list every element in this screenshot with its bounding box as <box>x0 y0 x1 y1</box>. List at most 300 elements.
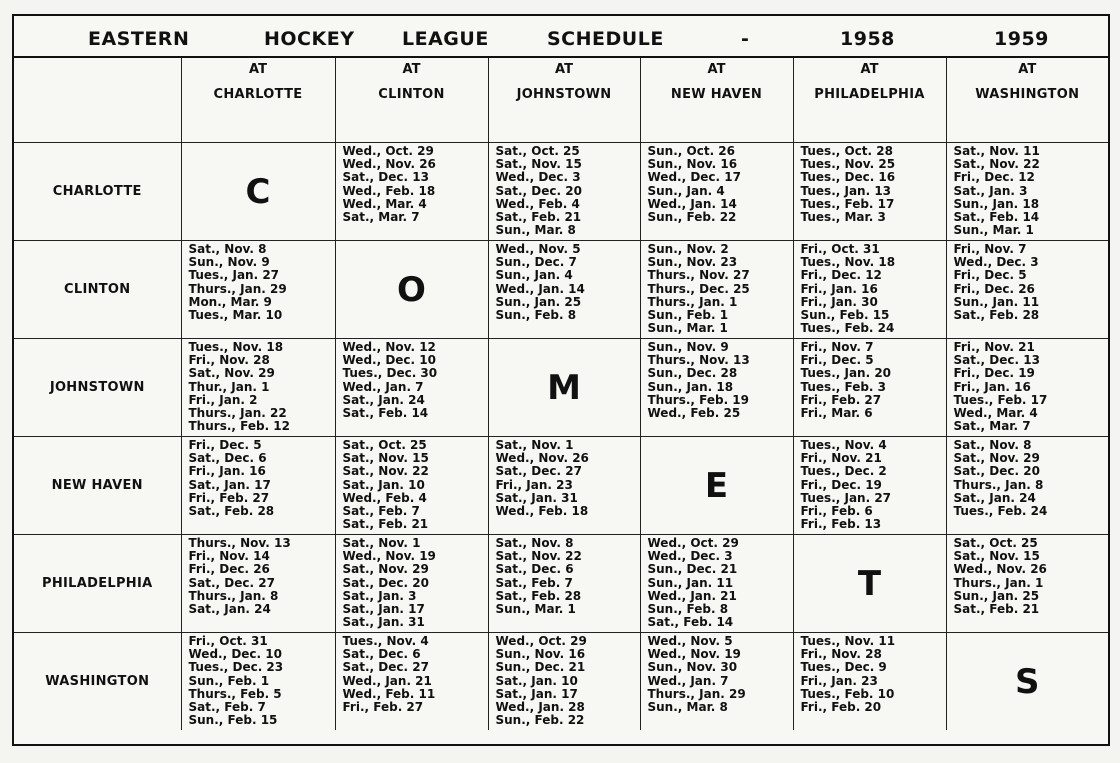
game-dates-cell <box>793 143 946 241</box>
game-dates-list <box>489 535 640 616</box>
game-date: Sat., Jan. 17 <box>188 477 271 492</box>
game-date: Sat., Nov. 15 <box>342 451 429 466</box>
game-date: Sat., Jan. 24 <box>953 490 1036 505</box>
game-dates-list <box>641 241 793 335</box>
game-date: Sun., Mar. 1 <box>495 602 576 617</box>
game-date: Sun., Jan. 18 <box>647 379 734 394</box>
game-date: Sat., Feb. 21 <box>953 602 1040 617</box>
game-date: Sat., Feb. 7 <box>188 700 266 715</box>
game-date: Tues., Feb. 10 <box>800 686 895 701</box>
game-dates-cell <box>793 633 946 731</box>
game-date: Wed., Feb. 11 <box>342 686 436 701</box>
column-header-at: AT <box>860 62 879 77</box>
game-date: Fri., Dec. 26 <box>188 562 270 577</box>
game-dates-list <box>641 339 793 420</box>
game-date: Wed., Nov. 5 <box>495 242 581 256</box>
game-dates-cell <box>946 535 1108 633</box>
game-date: Wed., Jan. 14 <box>647 196 737 211</box>
game-dates-cell <box>640 633 793 731</box>
team-row <box>14 241 1108 339</box>
column-header <box>488 58 640 143</box>
game-date: Wed., Dec. 10 <box>342 353 436 368</box>
game-dates-cell <box>488 437 640 535</box>
game-date: Sat., Oct. 25 <box>342 438 427 452</box>
game-dates-list <box>489 241 640 322</box>
game-date: Sat., Dec. 13 <box>953 353 1040 368</box>
column-header-at: AT <box>707 62 726 77</box>
game-date: Wed., Feb. 18 <box>342 183 436 198</box>
game-date: Fri., Dec. 12 <box>953 170 1035 185</box>
game-date: Sat., Dec. 6 <box>342 647 421 662</box>
column-header-name: PHILADELPHIA <box>814 87 925 102</box>
game-dates-cell <box>488 633 640 731</box>
game-date: Sun., Nov. 23 <box>647 255 738 270</box>
game-date: Sat., Nov. 29 <box>188 366 275 381</box>
game-date: Sun., Mar. 1 <box>953 223 1034 238</box>
game-date: Thurs., Jan. 29 <box>647 686 746 701</box>
game-date: Sat., Nov. 22 <box>342 464 429 479</box>
game-date: Tues., Jan. 20 <box>800 366 892 381</box>
game-dates-cell <box>793 339 946 437</box>
game-dates-list <box>182 437 335 518</box>
game-date: Sun., Nov. 9 <box>647 340 729 354</box>
game-dates-list <box>336 535 488 629</box>
game-date: Tues., Jan. 13 <box>800 183 892 198</box>
game-date: Tues., Feb. 17 <box>800 196 895 211</box>
game-date: Wed., Jan. 7 <box>342 379 424 394</box>
column-header <box>793 58 946 143</box>
game-date: Mon., Mar. 9 <box>188 294 272 309</box>
game-date: Sat., Nov. 29 <box>953 451 1040 466</box>
column-header-name: CLINTON <box>378 87 445 102</box>
game-date: Thurs., Jan. 22 <box>188 406 287 421</box>
row-team-label: JOHNSTOWN <box>14 339 181 437</box>
game-date: Tues., Feb. 17 <box>953 392 1048 407</box>
game-date: Sat., Mar. 7 <box>953 419 1031 434</box>
game-date: Tues., Feb. 24 <box>953 504 1048 519</box>
title-word-year-1958: 1958 <box>840 28 895 50</box>
game-date: Sat., Dec. 27 <box>342 660 429 675</box>
game-date: Fri., Feb. 20 <box>800 700 882 715</box>
game-date: Sun., Mar. 8 <box>647 700 728 715</box>
game-date: Tues., Jan. 27 <box>188 268 280 283</box>
game-date: Fri., Nov. 7 <box>953 242 1027 256</box>
game-dates-cell <box>793 241 946 339</box>
game-dates-list <box>947 339 1109 433</box>
game-date: Sat., Jan. 3 <box>953 183 1028 198</box>
row-team-label: CHARLOTTE <box>14 143 181 241</box>
game-date: Fri., Feb. 6 <box>800 504 873 519</box>
game-dates-cell <box>640 143 793 241</box>
game-dates-cell <box>793 437 946 535</box>
game-date: Sat., Dec. 6 <box>188 451 267 466</box>
game-dates-cell <box>640 241 793 339</box>
game-dates-cell <box>181 535 335 633</box>
game-date: Wed., Jan. 7 <box>647 673 729 688</box>
game-date: Fri., Dec. 19 <box>800 477 882 492</box>
game-dates-cell <box>335 339 488 437</box>
title-word-dash: - <box>741 28 750 50</box>
game-date: Sun., Nov. 2 <box>647 242 729 256</box>
game-date: Wed., Nov. 12 <box>342 340 436 354</box>
game-date: Sun., Dec. 7 <box>495 255 577 270</box>
game-date: Sun., Jan. 4 <box>495 268 573 283</box>
game-date: Fri., Nov. 21 <box>800 451 882 466</box>
game-date: Tues., Jan. 27 <box>800 490 892 505</box>
game-date: Tues., Feb. 3 <box>800 379 887 394</box>
game-date: Thurs., Jan. 29 <box>188 281 287 296</box>
game-dates-list <box>182 241 335 322</box>
game-date: Fri., Dec. 12 <box>800 268 882 283</box>
game-date: Sun., Mar. 8 <box>495 223 576 238</box>
game-date: Sun., Nov. 16 <box>647 157 738 172</box>
team-row <box>14 535 1108 633</box>
game-date: Thurs., Nov. 27 <box>647 268 750 283</box>
game-date: Tues., Nov. 4 <box>800 438 887 452</box>
game-dates-cell <box>640 535 793 633</box>
column-header <box>946 58 1108 143</box>
game-date: Sat., Jan. 24 <box>342 392 425 407</box>
team-row <box>14 143 1108 241</box>
game-dates-list <box>641 535 793 629</box>
game-date: Fri., Feb. 27 <box>342 700 424 715</box>
game-dates-cell <box>335 437 488 535</box>
game-date: Wed., Jan. 28 <box>495 700 585 715</box>
game-date: Fri., Jan. 16 <box>800 281 878 296</box>
game-date: Sat., Jan. 10 <box>342 477 425 492</box>
row-team-label: WASHINGTON <box>14 633 181 731</box>
row-team-label: PHILADELPHIA <box>14 535 181 633</box>
game-date: Wed., Dec. 17 <box>647 170 741 185</box>
game-dates-cell <box>640 339 793 437</box>
game-dates-cell <box>946 143 1108 241</box>
game-date: Fri., Jan. 23 <box>800 673 878 688</box>
game-date: Tues., Nov. 4 <box>342 634 429 648</box>
game-date: Thurs., Jan. 1 <box>953 575 1044 590</box>
game-date: Tues., Dec. 9 <box>800 660 887 675</box>
game-date: Sat., Dec. 20 <box>953 464 1040 479</box>
game-dates-list <box>794 437 946 531</box>
game-date: Sat., Feb. 28 <box>188 504 275 519</box>
game-dates-cell <box>946 241 1108 339</box>
column-header-at: AT <box>402 62 421 77</box>
game-dates-cell <box>488 241 640 339</box>
game-date: Fri., Dec. 5 <box>800 353 874 368</box>
game-date: Wed., Dec. 3 <box>495 170 581 185</box>
game-date: Sat., Dec. 20 <box>495 183 582 198</box>
game-dates-list <box>794 143 946 224</box>
game-date: Fri., Dec. 5 <box>188 438 262 452</box>
game-date: Tues., Mar. 3 <box>800 210 886 225</box>
game-date: Sun., Feb. 22 <box>647 210 737 225</box>
game-date: Fri., Dec. 5 <box>953 268 1027 283</box>
game-date: Sun., Jan. 11 <box>953 294 1040 309</box>
game-date: Thurs., Feb. 19 <box>647 392 750 407</box>
title-word-year-1959: 1959 <box>994 28 1049 50</box>
game-date: Wed., Dec. 3 <box>953 255 1039 270</box>
game-date: Sun., Nov. 16 <box>495 647 586 662</box>
game-date: Fri., Oct. 31 <box>188 634 268 648</box>
game-date: Sat., Mar. 7 <box>342 210 420 225</box>
game-dates-cell <box>181 339 335 437</box>
game-date: Fri., Oct. 31 <box>800 242 880 256</box>
game-date: Fri., Feb. 13 <box>800 517 882 532</box>
game-date: Sun., Feb. 1 <box>647 308 729 323</box>
column-header-name: NEW HAVEN <box>670 87 763 102</box>
game-date: Fri., Nov. 14 <box>188 549 270 564</box>
game-date: Sun., Feb. 22 <box>495 713 585 728</box>
game-dates-cell <box>181 633 335 731</box>
game-date: Wed., Jan. 14 <box>495 281 585 296</box>
title-word-league: LEAGUE <box>402 28 489 50</box>
game-dates-list <box>794 241 946 335</box>
game-date: Sat., Nov. 11 <box>953 144 1040 158</box>
game-date: Wed., Feb. 4 <box>495 196 580 211</box>
comets-letter: O <box>397 269 426 310</box>
game-date: Thurs., Dec. 25 <box>647 281 750 296</box>
column-header <box>335 58 488 143</box>
game-date: Tues., Mar. 10 <box>188 308 283 323</box>
game-date: Sun., Dec. 28 <box>647 366 738 381</box>
game-date: Wed., Oct. 29 <box>647 536 739 550</box>
game-dates-list <box>794 339 946 420</box>
game-date: Fri., Jan. 16 <box>188 464 266 479</box>
game-date: Sun., Jan. 25 <box>953 588 1040 603</box>
game-date: Fri., Mar. 6 <box>800 406 873 421</box>
title-word-schedule: SCHEDULE <box>547 28 664 50</box>
comets-letter-cell <box>488 339 640 437</box>
comets-letter-cell <box>793 535 946 633</box>
game-date: Sat., Nov. 1 <box>342 536 421 550</box>
game-date: Sat., Jan. 10 <box>495 673 578 688</box>
game-date: Fri., Jan. 2 <box>188 392 258 407</box>
game-date: Sat., Jan. 24 <box>188 602 271 617</box>
game-date: Wed., Nov. 26 <box>495 451 589 466</box>
game-date: Sun., Jan. 11 <box>647 575 734 590</box>
game-date: Wed., Jan. 21 <box>647 588 737 603</box>
game-date: Fri., Nov. 21 <box>953 340 1035 354</box>
game-date: Fri., Feb. 27 <box>800 392 882 407</box>
column-header-at: AT <box>249 62 267 77</box>
game-date: Sat., Dec. 13 <box>342 170 429 185</box>
game-date: Wed., Mar. 4 <box>953 406 1038 421</box>
game-date: Sat., Feb. 7 <box>495 575 573 590</box>
game-date: Wed., Dec. 3 <box>647 549 733 564</box>
game-date: Sun., Jan. 25 <box>495 294 582 309</box>
game-dates-list <box>947 143 1109 237</box>
game-dates-list <box>182 535 335 616</box>
comets-letter: E <box>704 465 729 506</box>
game-dates-cell <box>335 633 488 731</box>
game-dates-list <box>641 633 793 714</box>
game-date: Thurs., Nov. 13 <box>188 536 291 550</box>
game-date: Sat., Nov. 8 <box>188 242 267 256</box>
game-date: Sat., Feb. 7 <box>342 504 420 519</box>
game-date: Tues., Nov. 25 <box>800 157 896 172</box>
column-header-at: AT <box>1018 62 1037 77</box>
game-date: Sat., Jan. 17 <box>342 602 425 617</box>
game-dates-list <box>336 339 488 420</box>
game-date: Wed., Nov. 5 <box>647 634 733 648</box>
game-dates-cell <box>181 241 335 339</box>
column-header <box>640 58 793 143</box>
game-date: Sat., Dec. 27 <box>495 464 582 479</box>
game-date: Wed., Jan. 21 <box>342 673 432 688</box>
comets-letter-cell <box>946 633 1108 731</box>
game-date: Sat., Nov. 29 <box>342 562 429 577</box>
title-word-eastern: EASTERN <box>88 28 190 50</box>
team-row <box>14 633 1108 731</box>
game-date: Sat., Feb. 14 <box>342 406 429 421</box>
game-date: Thurs., Jan. 8 <box>188 588 279 603</box>
game-date: Fri., Feb. 27 <box>188 490 270 505</box>
game-date: Sat., Feb. 28 <box>495 588 582 603</box>
game-date: Sun., Nov. 30 <box>647 660 738 675</box>
game-date: Sat., Oct. 25 <box>953 536 1038 550</box>
game-dates-list <box>947 241 1109 322</box>
game-date: Tues., Nov. 18 <box>188 340 284 354</box>
game-date: Thurs., Feb. 5 <box>188 686 282 701</box>
game-dates-list <box>489 143 640 237</box>
game-date: Sat., Jan. 31 <box>495 490 578 505</box>
game-dates-list <box>336 437 488 531</box>
game-date: Tues., Nov. 18 <box>800 255 896 270</box>
game-date: Fri., Nov. 28 <box>800 647 882 662</box>
comets-letter-cell <box>181 143 335 241</box>
game-date: Wed., Mar. 4 <box>342 196 427 211</box>
game-dates-cell <box>488 143 640 241</box>
game-date: Sun., Dec. 21 <box>647 562 738 577</box>
game-date: Sat., Nov. 22 <box>495 549 582 564</box>
game-date: Tues., Nov. 11 <box>800 634 896 648</box>
game-date: Thur., Jan. 1 <box>188 379 270 394</box>
game-date: Fri., Jan. 30 <box>800 294 878 309</box>
team-row <box>14 339 1108 437</box>
schedule-title-row <box>14 16 1108 58</box>
game-date: Sun., Feb. 8 <box>647 602 729 617</box>
column-header-name: WASHINGTON <box>975 87 1080 102</box>
game-date: Sat., Jan. 17 <box>495 686 578 701</box>
game-dates-cell <box>488 535 640 633</box>
game-date: Sat., Feb. 14 <box>953 210 1040 225</box>
game-date: Sat., Dec. 20 <box>342 575 429 590</box>
game-date: Sat., Feb. 14 <box>647 615 734 630</box>
game-date: Fri., Nov. 7 <box>800 340 874 354</box>
row-team-label: NEW HAVEN <box>14 437 181 535</box>
game-date: Sun., Mar. 1 <box>647 321 728 336</box>
game-date: Tues., Oct. 28 <box>800 144 893 158</box>
game-date: Wed., Feb. 4 <box>342 490 427 505</box>
game-dates-cell <box>335 535 488 633</box>
game-date: Wed., Oct. 29 <box>495 634 587 648</box>
column-header-at: AT <box>555 62 573 77</box>
game-dates-cell <box>946 339 1108 437</box>
game-date: Tues., Dec. 30 <box>342 366 438 381</box>
game-date: Fri., Jan. 16 <box>953 379 1031 394</box>
comets-letter: T <box>857 563 882 604</box>
game-date: Sun., Feb. 15 <box>800 308 890 323</box>
game-dates-cell <box>335 143 488 241</box>
game-date: Fri., Dec. 26 <box>953 281 1035 296</box>
game-date: Sat., Feb. 21 <box>342 517 429 532</box>
game-date: Sat., Nov. 15 <box>495 157 582 172</box>
game-date: Wed., Feb. 18 <box>495 504 589 519</box>
game-date: Thurs., Feb. 12 <box>188 419 291 434</box>
game-date: Tues., Dec. 2 <box>800 464 887 479</box>
game-dates-list <box>641 143 793 224</box>
comets-letter: S <box>1015 661 1040 702</box>
game-dates-list <box>489 437 640 518</box>
game-date: Sun., Oct. 26 <box>647 144 736 158</box>
game-date: Tues., Dec. 16 <box>800 170 896 185</box>
column-header-name: JOHNSTOWN <box>516 87 612 102</box>
game-date: Sat., Dec. 6 <box>495 562 574 577</box>
game-date: Sat., Nov. 22 <box>953 157 1040 172</box>
row-team-label: CLINTON <box>14 241 181 339</box>
game-date: Sat., Feb. 21 <box>495 210 582 225</box>
game-date: Fri., Jan. 23 <box>495 477 573 492</box>
game-date: Wed., Dec. 10 <box>188 647 282 662</box>
game-date: Sat., Jan. 3 <box>342 588 417 603</box>
game-date: Sat., Nov. 8 <box>953 438 1032 452</box>
game-date: Sun., Jan. 18 <box>953 196 1040 211</box>
game-dates-list <box>336 633 488 714</box>
schedule-table <box>14 58 1108 730</box>
comets-letter: C <box>245 171 271 212</box>
game-date: Thurs., Jan. 1 <box>647 294 738 309</box>
game-date: Sat., Feb. 28 <box>953 308 1040 323</box>
game-date: Sat., Dec. 27 <box>188 575 275 590</box>
game-dates-list <box>794 633 946 714</box>
schedule-frame <box>12 14 1110 746</box>
game-dates-cell <box>946 437 1108 535</box>
title-word-hockey: HOCKEY <box>264 28 355 50</box>
game-date: Fri., Dec. 19 <box>953 366 1035 381</box>
game-date: Wed., Feb. 25 <box>647 406 741 421</box>
game-dates-list <box>182 339 335 433</box>
game-date: Thurs., Nov. 13 <box>647 353 750 368</box>
game-date: Wed., Nov. 19 <box>342 549 436 564</box>
game-date: Tues., Feb. 24 <box>800 321 895 336</box>
comets-letter-cell <box>335 241 488 339</box>
game-date: Sun., Jan. 4 <box>647 183 725 198</box>
game-date: Wed., Nov. 19 <box>647 647 741 662</box>
team-row <box>14 437 1108 535</box>
game-dates-list <box>489 633 640 727</box>
game-date: Sat., Jan. 31 <box>342 615 425 630</box>
corner-cell <box>14 58 181 143</box>
comets-letter: M <box>547 367 581 408</box>
game-date: Sun., Feb. 8 <box>495 308 577 323</box>
game-date: Sat., Nov. 8 <box>495 536 574 550</box>
game-date: Wed., Nov. 26 <box>342 157 436 172</box>
game-date: Wed., Oct. 29 <box>342 144 434 158</box>
column-header <box>181 58 335 143</box>
game-date: Tues., Dec. 23 <box>188 660 284 675</box>
comets-letter-cell <box>640 437 793 535</box>
game-date: Sat., Oct. 25 <box>495 144 580 158</box>
game-date: Sun., Nov. 9 <box>188 255 270 270</box>
game-dates-list <box>182 633 335 727</box>
game-date: Sun., Feb. 15 <box>188 713 278 728</box>
header-row <box>14 58 1108 143</box>
game-date: Sun., Dec. 21 <box>495 660 586 675</box>
game-date: Sat., Nov. 15 <box>953 549 1040 564</box>
game-date: Sat., Nov. 1 <box>495 438 574 452</box>
game-date: Sun., Feb. 1 <box>188 673 270 688</box>
game-dates-list <box>336 143 488 224</box>
column-header-name: CHARLOTTE <box>213 87 303 102</box>
